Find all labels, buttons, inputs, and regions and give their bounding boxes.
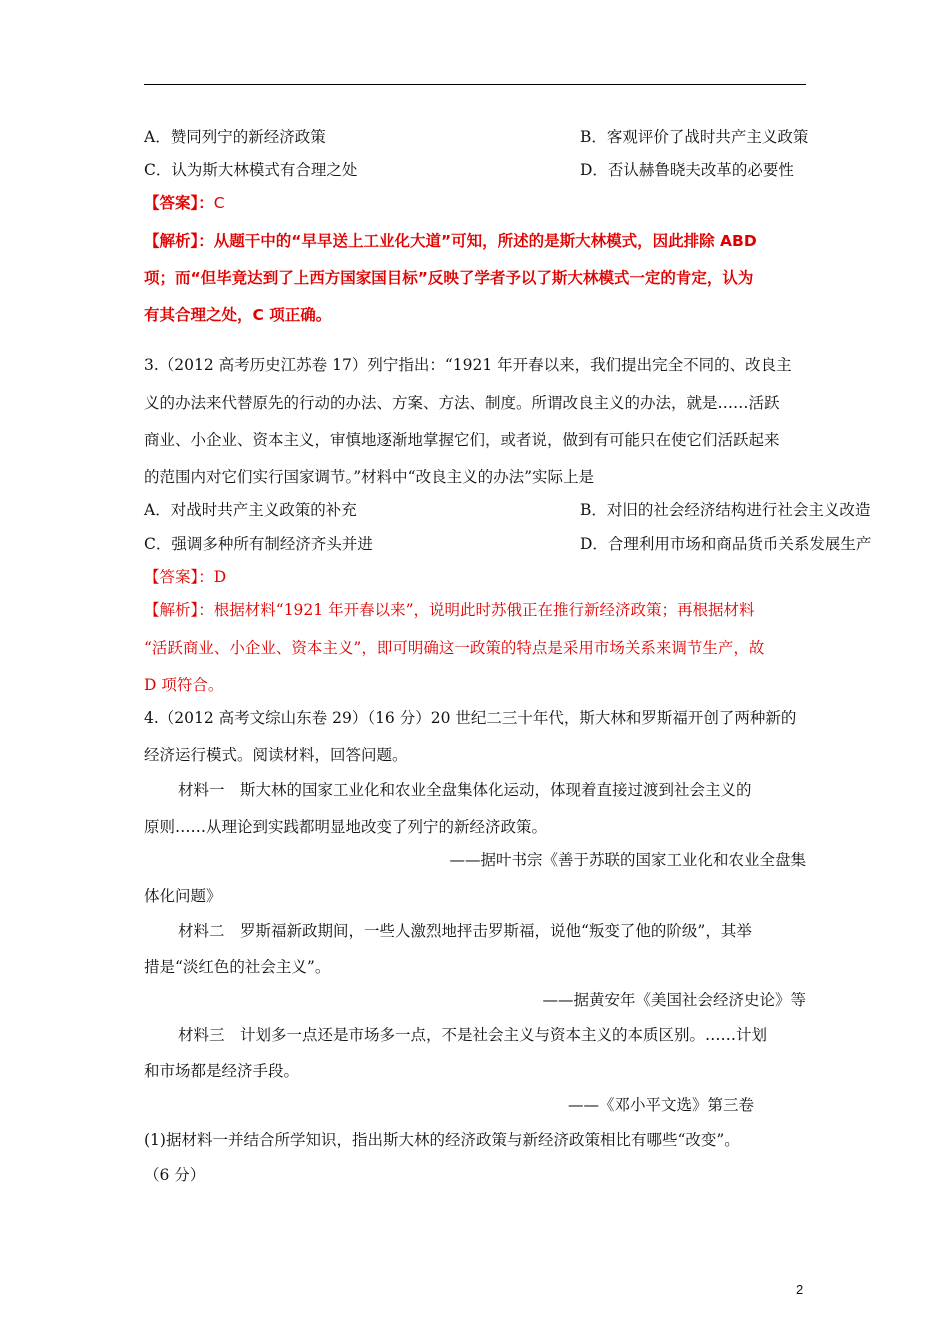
q2-answer-value: C xyxy=(213,194,225,212)
q3-option-d: D．合理利用市场和商品货币关系发展生产 xyxy=(580,535,872,553)
q3-analysis-line2: “活跃商业、小企业、资本主义”，即可明确这一政策的特点是采用市场关系来调节生产，故 xyxy=(144,639,765,657)
q4-material1-line1: 材料一 斯大林的国家工业化和农业全盘集体化运动，体现着直接过渡到社会主义的 xyxy=(178,781,752,799)
q4-sub1-line1: (1)据材料一并结合所学知识，指出斯大林的经济政策与新经济政策相比有哪些“改变”。 xyxy=(144,1131,740,1149)
q3-answer-label: 【答案】： xyxy=(144,568,214,586)
q2-option-d: D．否认赫鲁晓夫改革的必要性 xyxy=(580,161,794,179)
q2-answer-label: 【答案】： xyxy=(144,194,214,212)
q2-answer xyxy=(144,193,225,213)
q4-material3-source: ——《邓小平文选》第三卷 xyxy=(568,1096,755,1114)
q4-material2-line1: 材料二 罗斯福新政期间，一些人激烈地抨击罗斯福，说他“叛变了他的阶级”，其举 xyxy=(178,922,752,940)
q3-stem-line4: 的范围内对它们实行国家调节。”材料中“改良主义的办法”实际上是 xyxy=(144,468,595,486)
q3-analysis-line1 xyxy=(144,600,755,620)
q3-options-row1 xyxy=(144,500,871,520)
q3-option-a: A．对战时共产主义政策的补充 xyxy=(144,501,357,519)
q2-option-b: B．客观评价了战时共产主义政策 xyxy=(580,128,809,146)
q2-analysis-text1: 从题干中的“早早送上工业化大道”可知，所述的是斯大林模式，因此排除 ABD xyxy=(213,232,757,250)
q3-analysis-text1: 根据材料“1921 年开春以来”，说明此时苏俄正在推行新经济政策；再根据材料 xyxy=(213,601,755,619)
q4-stem-line2: 经济运行模式。阅读材料，回答问题。 xyxy=(144,746,408,764)
q4-stem-line1: 4.（2012 高考文综山东卷 29）（16 分）20 世纪二三十年代，斯大林和罗斯福开创了两种新的 xyxy=(144,709,797,727)
q3-answer-value: D xyxy=(213,568,227,586)
q4-material3-line1: 材料三 计划多一点还是市场多一点，不是社会主义与资本主义的本质区别。……计划 xyxy=(178,1026,768,1044)
q4-material3-line2: 和市场都是经济手段。 xyxy=(144,1062,300,1080)
q2-options-row2 xyxy=(144,160,794,180)
q3-stem-line3: 商业、小企业、资本主义，审慎地逐渐地掌握它们，或者说，做到有可能只在使它们活跃起来 xyxy=(144,431,780,449)
q2-option-c: C．认为斯大林模式有合理之处 xyxy=(144,161,358,179)
q3-option-b: B．对旧的社会经济结构进行社会主义改造 xyxy=(580,501,871,519)
q3-analysis-label: 【解析】： xyxy=(144,601,214,619)
q2-analysis-line3: 有其合理之处，C 项正确。 xyxy=(144,306,332,324)
q3-analysis-line3: D 项符合。 xyxy=(144,676,224,694)
q2-analysis-label: 【解析】： xyxy=(144,232,214,250)
q2-option-a: A．赞同列宁的新经济政策 xyxy=(144,128,326,146)
q2-analysis-line2: 项；而“但毕竟达到了上西方国家国目标”反映了学者予以了斯大林模式一定的肯定，认为 xyxy=(144,269,754,287)
q3-stem-line1: 3.（2012 高考历史江苏卷 17）列宁指出：“1921 年开春以来，我们提出完全不同的、改良主 xyxy=(144,356,792,374)
q2-options-row1 xyxy=(144,127,809,147)
q4-sub1-line2: （6 分） xyxy=(144,1166,206,1184)
page-number: 2 xyxy=(796,1282,804,1297)
q3-option-c: C．强调多种所有制经济齐头并进 xyxy=(144,535,373,553)
q4-material2-line2: 措是“淡红色的社会主义”。 xyxy=(144,958,331,976)
q3-options-row2 xyxy=(144,534,872,554)
q4-material1-line2: 原则……从理论到实践都明显地改变了列宁的新经济政策。 xyxy=(144,818,548,836)
q2-analysis-line1 xyxy=(144,231,757,251)
header-rule xyxy=(144,84,806,85)
q3-answer xyxy=(144,567,226,587)
q4-material2-source: ——据黄安年《美国社会经济史论》等 xyxy=(542,991,806,1009)
q4-material1-source1: ——据叶书宗《善于苏联的国家工业化和农业全盘集 xyxy=(449,851,806,869)
q3-stem-line2: 义的办法来代替原先的行动的办法、方案、方法、制度。所谓改良主义的办法，就是……活跃 xyxy=(144,394,780,412)
q4-material1-source2: 体化问题》 xyxy=(144,887,222,905)
